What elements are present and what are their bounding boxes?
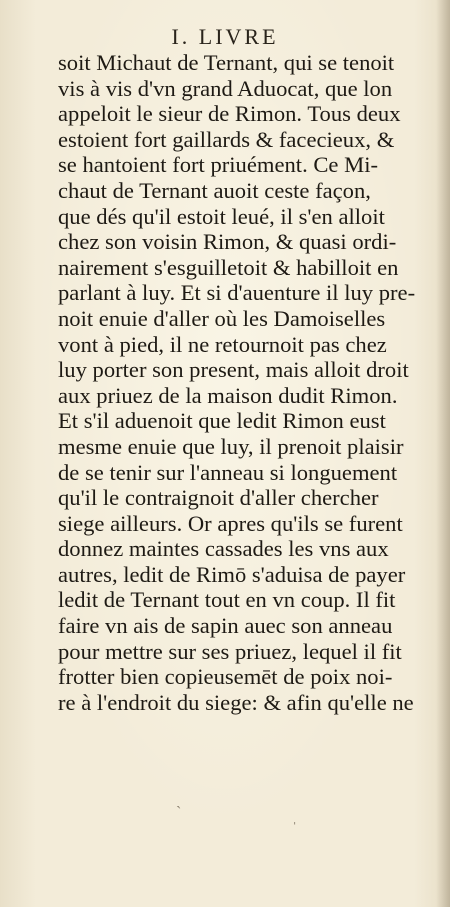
text-line: de se tenir sur l'anneau si longuement bbox=[58, 459, 398, 485]
body-text bbox=[58, 50, 448, 715]
text-line: vont à pied, il ne retournoit pas chez bbox=[58, 331, 387, 357]
text-line: re à l'endroit du siege: & afin qu'elle ne bbox=[58, 689, 414, 715]
text-line: faire vn ais de sapin auec son anneau bbox=[58, 613, 393, 639]
text-line: luy porter son present, mais alloit droit bbox=[58, 357, 409, 383]
text-line: vis à vis d'vn grand Aduocat, que lon bbox=[58, 75, 393, 101]
text-line: parlant à luy. Et si d'auenture il luy pre- bbox=[58, 280, 416, 306]
text-line: aux priuez de la maison dudit Rimon. bbox=[58, 382, 398, 408]
text-line: que dés qu'il estoit leué, il s'en alloit bbox=[58, 203, 385, 229]
text-line: chez son voisin Rimon, & quasi ordi- bbox=[58, 229, 397, 255]
text-line: soit Michaut de Ternant, qui se tenoit bbox=[58, 50, 395, 75]
text-line: Et s'il aduenoit que ledit Rimon eust bbox=[58, 408, 386, 434]
running-head: I. LIVRE bbox=[171, 24, 279, 49]
text-line: mesme enuie que luy, il prenoit plaisir bbox=[58, 433, 404, 459]
text-line: nairement s'esguilletoit & habilloit en bbox=[58, 254, 399, 280]
text-line: siege ailleurs. Or apres qu'ils se furent bbox=[58, 510, 403, 536]
text-line: estoient fort gaillards & facecieux, & bbox=[58, 126, 395, 152]
ink-speck: ˏ bbox=[176, 792, 182, 809]
ink-speck: ˈ bbox=[292, 820, 298, 837]
text-line: donnez maintes cassades les vns aux bbox=[58, 536, 389, 562]
text-line: ledit de Ternant tout en vn coup. Il fit bbox=[58, 587, 396, 613]
text-line: frotter bien copieusemēt de poix noi- bbox=[58, 664, 393, 690]
text-line: qu'il le contraignoit d'aller chercher bbox=[58, 485, 379, 511]
text-line: noit enuie d'aller où les Damoiselles bbox=[58, 305, 386, 331]
text-line: chaut de Ternant auoit ceste façon, bbox=[58, 177, 371, 203]
text-line: autres, ledit de Rimō s'aduisa de payer bbox=[58, 561, 406, 587]
text-line: se hantoient fort priuément. Ce Mi- bbox=[58, 152, 378, 178]
text-line: appeloit le sieur de Rimon. Tous deux bbox=[58, 101, 401, 127]
text-line: pour mettre sur ses priuez, lequel il fit bbox=[58, 638, 402, 664]
